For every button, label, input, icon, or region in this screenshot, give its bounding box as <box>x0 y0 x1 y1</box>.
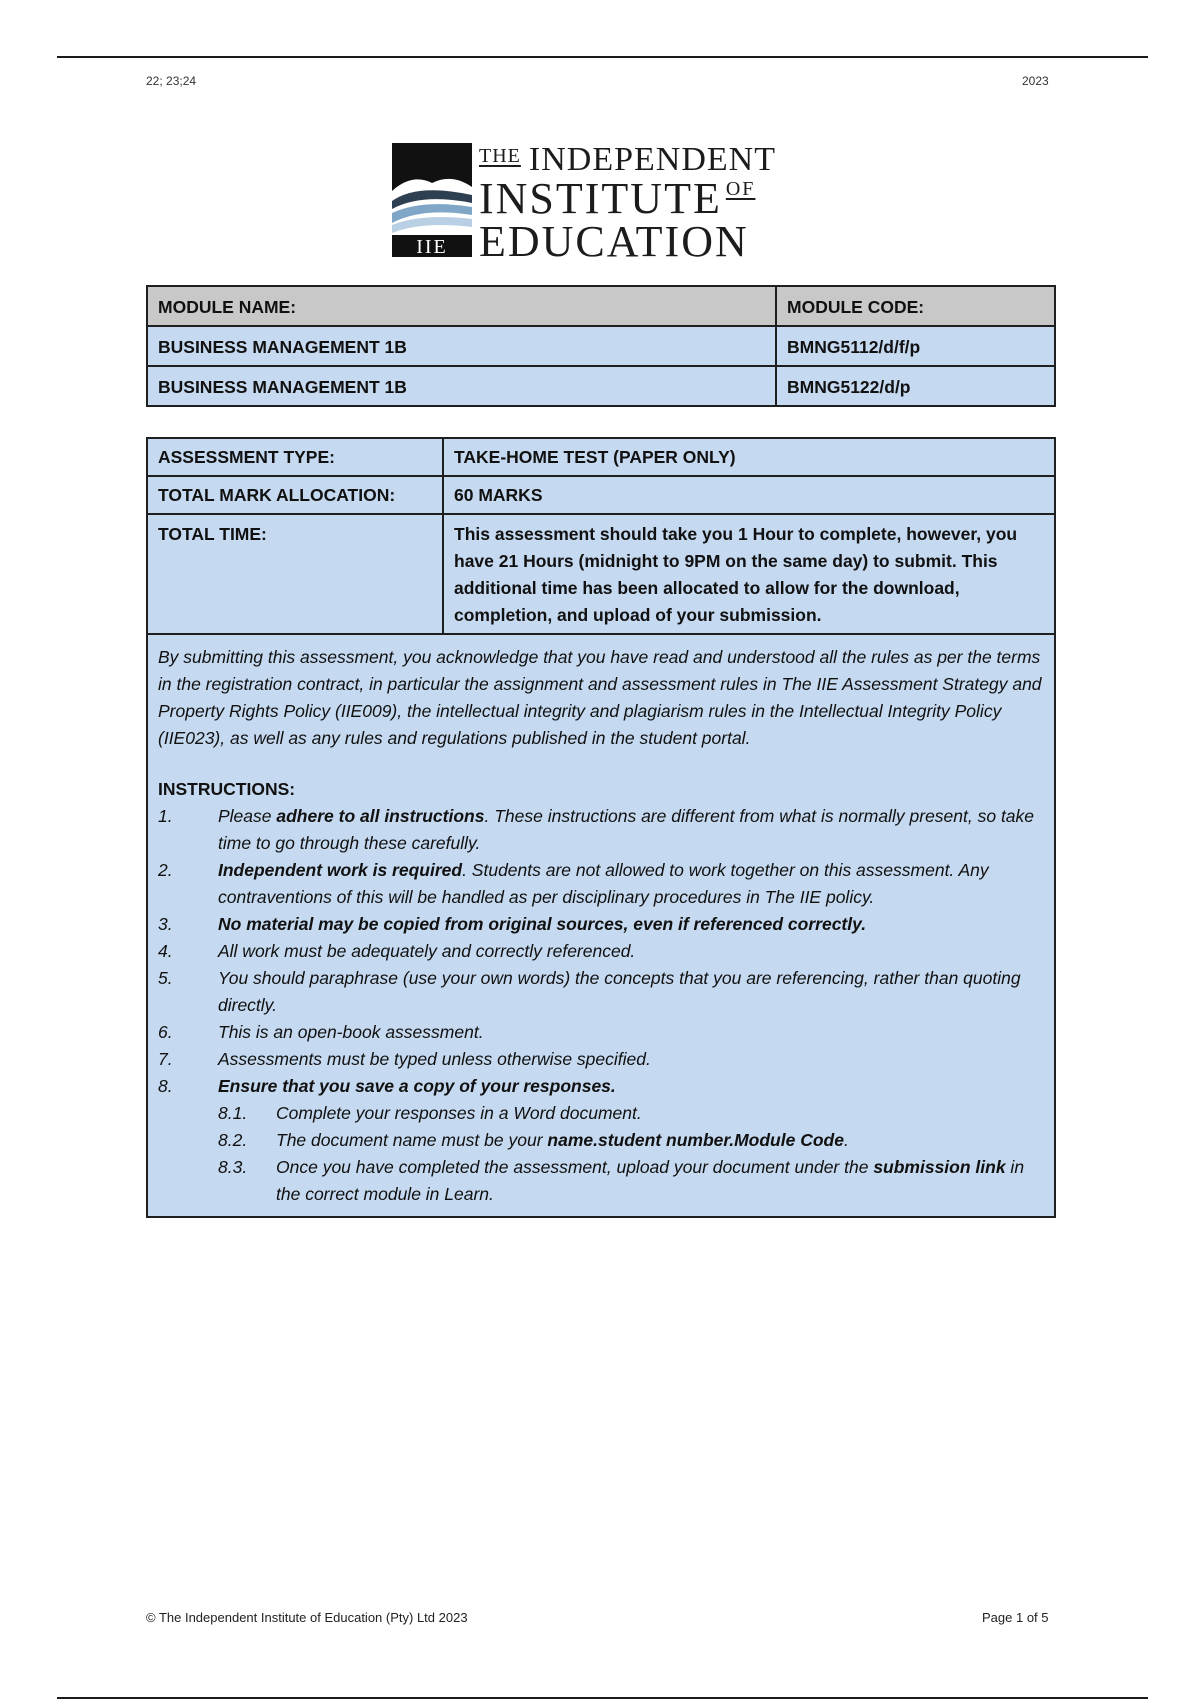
sub-instruction-bold-text: submission link <box>873 1157 1006 1177</box>
instructions-cell <box>147 634 1055 1217</box>
module-name-cell: BUSINESS MANAGEMENT 1B <box>147 366 776 406</box>
logo-line3: EDUCATION <box>479 217 749 266</box>
logo-of: OF <box>725 178 756 200</box>
sub-instruction-item <box>218 1100 1044 1127</box>
instruction-item <box>158 911 1044 938</box>
logo-mark-text: IIE <box>416 236 448 257</box>
instruction-text: Assessments must be typed unless otherwise specified. <box>218 1049 651 1069</box>
instruction-item <box>158 1046 1044 1073</box>
instruction-text: All work must be adequately and correctly referenced. <box>218 941 636 961</box>
instruction-number: 8. <box>158 1076 173 1096</box>
instruction-text: Please <box>218 806 277 826</box>
iie-logo <box>392 141 812 266</box>
sub-instruction-text: Once you have completed the assessment, upload your document under the <box>276 1157 874 1177</box>
instruction-item <box>158 1019 1044 1046</box>
module-code-cell: BMNG5112/d/f/p <box>776 326 1055 366</box>
assessment-type-value: TAKE-HOME TEST (PAPER ONLY) <box>443 438 1055 476</box>
instruction-bold-text: adhere to all instructions <box>276 806 485 826</box>
instruction-number: 2. <box>158 860 173 880</box>
instruction-bold-text: Ensure that you save a copy of your responses. <box>218 1076 616 1096</box>
instruction-number: 1. <box>158 806 173 826</box>
sub-instruction-text: Complete your responses in a Word document. <box>276 1103 642 1123</box>
bottom-rule <box>57 1697 1148 1699</box>
footer-copyright: © The Independent Institute of Education (Pty) Ltd 2023 <box>146 1610 468 1625</box>
module-table <box>146 285 1056 407</box>
instruction-number: 5. <box>158 968 173 988</box>
instruction-number: 7. <box>158 1049 173 1069</box>
instructions-list <box>158 803 1044 1208</box>
sub-instruction-item <box>218 1127 1044 1154</box>
instruction-number: 4. <box>158 941 173 961</box>
instruction-bold-text: Independent work is required <box>218 860 463 880</box>
sub-instruction-number: 8.2. <box>218 1130 248 1150</box>
logo-line2: INSTITUTE <box>479 174 722 223</box>
module-name-cell: BUSINESS MANAGEMENT 1B <box>147 326 776 366</box>
instruction-text: You should paraphrase (use your own words) the concepts that you are referencing, rather than quoting directly. <box>218 968 1021 1015</box>
sub-instruction-number: 8.1. <box>218 1103 248 1123</box>
instruction-number: 3. <box>158 914 173 934</box>
module-code-cell: BMNG5122/d/p <box>776 366 1055 406</box>
total-mark-label: TOTAL MARK ALLOCATION: <box>147 476 443 514</box>
module-name-header: MODULE NAME: <box>147 286 776 326</box>
logo-line1: INDEPENDENT <box>528 141 776 178</box>
instruction-bold-text: No material may be copied from original sources, even if referenced correctly. <box>218 914 867 934</box>
sub-instruction-bold-text: name.student number.Module Code <box>547 1130 844 1150</box>
acknowledgement-text: By submitting this assessment, you acknowledge that you have read and understood all the rules as per the terms in the registration contract, in particular the assignment and assessment rules in The IIE Assessment Strategy and Property Rights Policy (IIE009), the intellectual integrity and plagiarism rules in the Intellectual Integrity Policy (IIE023), as well as any rules and regulations published in the student portal. <box>158 647 1042 748</box>
total-mark-value: 60 MARKS <box>443 476 1055 514</box>
instruction-item <box>158 857 1044 911</box>
instruction-text: . Students are not allowed to work together on this assessment. Any contraventions of this will be handled as per disciplinary procedures in The IIE policy. <box>218 860 989 907</box>
sub-instruction-text: in the correct module in Learn. <box>276 1157 1025 1204</box>
module-code-header: MODULE CODE: <box>776 286 1055 326</box>
instruction-item <box>158 803 1044 857</box>
top-rule <box>57 56 1148 58</box>
instruction-item <box>158 938 1044 965</box>
instruction-item <box>158 965 1044 1019</box>
iie-book-icon <box>392 143 472 257</box>
sub-instructions-list <box>218 1100 1044 1208</box>
sub-instruction-number: 8.3. <box>218 1157 248 1177</box>
sub-instruction-text: The document name must be your <box>276 1130 548 1150</box>
instruction-number: 6. <box>158 1022 173 1042</box>
instructions-title: INSTRUCTIONS: <box>158 779 296 799</box>
instruction-item <box>158 1073 1044 1208</box>
header-year: 2023 <box>1022 74 1049 88</box>
header-date-codes: 22; 23;24 <box>146 74 197 88</box>
assessment-type-label: ASSESSMENT TYPE: <box>147 438 443 476</box>
footer-page-number: Page 1 of 5 <box>982 1610 1049 1625</box>
total-time-label: TOTAL TIME: <box>147 514 443 634</box>
assessment-table <box>146 437 1056 1218</box>
logo-the: THE <box>479 145 521 167</box>
instruction-text: . These instructions are different from what is normally present, so take time to go through these carefully. <box>218 806 1035 853</box>
total-time-value: This assessment should take you 1 Hour to complete, however, you have 21 Hours (midnight to 9PM on the same day) to submit. This additional time has been allocated to allow for the download, completion, and upload of your submission. <box>443 514 1055 634</box>
instruction-text: This is an open-book assessment. <box>218 1022 484 1042</box>
sub-instruction-text: . <box>843 1130 849 1150</box>
sub-instruction-item <box>218 1154 1044 1208</box>
